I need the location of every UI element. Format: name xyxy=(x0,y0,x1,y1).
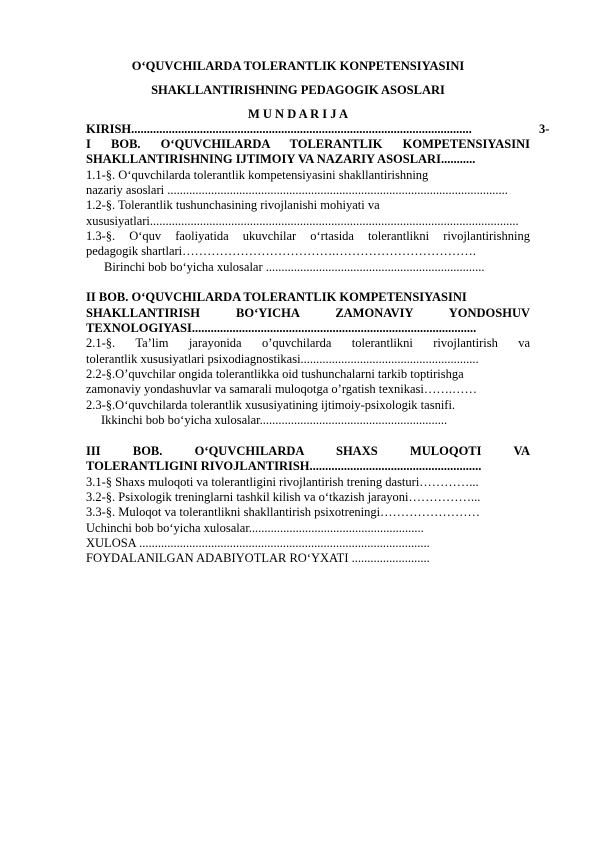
chapter2-heading-line-3: TEXNOLOGIYASI........................................................................................... xyxy=(86,321,477,335)
chapter1-summary: Birinchi bob bo‘yicha xulosalar ...................................................................... xyxy=(104,260,485,274)
conclusion-entry: XULOSA ............................................................................................. xyxy=(86,536,430,550)
section-1-1-line-1: 1.1-§. O‘quvchilarda tolerantlik kompetensiyasini shakllantirishning xyxy=(86,168,429,182)
section-3-2: 3.2-§. Psixologik treninglarni tashkil kilish va o‘tkazish jarayoni……………... xyxy=(86,490,481,504)
section-1-3-line-2: pedagogik shartlari……………………………….……………………………. xyxy=(86,244,476,258)
chapter2-heading-line-2: SHAKLLANTIRISH BO‘YICHA ZAMONAVIY YONDOSHUV xyxy=(86,306,530,320)
chapter1-heading-line-2: SHAKLLANTIRISHNING IJTIMOIY VA NAZARIY ASOSLARI........... xyxy=(86,152,476,166)
document-title-line-1: O‘QUVCHILARDA TOLERANTLIK KONPETENSIYASINI xyxy=(131,59,465,73)
section-2-1-line-2: tolerantlik xususiyatlari psixodiagnostikasi......................................................... xyxy=(86,352,479,366)
section-1-2-line-1: 1.2-§. Tolerantlik tushunchasining rivojlanishi mohiyati va xyxy=(86,198,380,212)
section-2-2-line-1: 2.2-§.O’quvchilar ongida tolerantlikka oid tushunchalarni tarkib toptirishga xyxy=(86,367,464,381)
chapter3-heading-line-1: III BOB. O‘QUVCHILARDA SHAXS MULOQOTI VA xyxy=(86,444,530,458)
chapter3-heading-line-2: TOLERANTLIGINI RIVOJLANTIRISH....................................................... xyxy=(86,459,482,473)
intro-entry: KIRISH............................................................................................................. xyxy=(86,122,472,136)
document-title-line-2: SHAKLLANTIRISHNING PEDAGOGIK ASOSLARI xyxy=(151,83,445,97)
chapter1-heading-line-1: I BOB. O‘QUVCHILARDA TOLERANTLIK KOMPETENSIYASINI xyxy=(86,137,530,151)
section-2-3-line-1: 2.3-§.O‘quvchilarda tolerantlik xususiyatining ijtimoiy-psixologik tasnifi. xyxy=(86,398,456,412)
section-1-3-line-1: 1.3-§. O‘quv faoliyatida ukuvchilar o‘rtasida tolerantlikni rivojlantirishning xyxy=(86,229,530,243)
references-entry: FOYDALANILGAN ADABIYOTLAR RO‘YXATI ......................... xyxy=(86,551,430,565)
chapter3-summary: Uchinchi bob bo‘yicha xulosalar........................................................ xyxy=(86,521,424,535)
section-2-2-line-2: zamonaviy yondashuvlar va samarali muloqotga o’rgatish texnikasi…….…… xyxy=(86,382,478,396)
intro-page-number: 3- xyxy=(539,122,550,136)
contents-heading: M U N D A R I J A xyxy=(247,107,348,121)
section-3-1: 3.1-§ Shaxs muloqoti va tolerantligini rivojlantirish trening dasturi…………... xyxy=(86,475,479,489)
section-3-3: 3.3-§. Muloqot va tolerantlikni shakllantirish psixotreningi…………………… xyxy=(86,505,481,519)
section-1-1-line-2: nazariy asoslari ............................................................................................................. xyxy=(86,183,508,197)
chapter2-summary: Ikkinchi bob bo‘yicha xulosalar............................................................ xyxy=(101,413,448,427)
chapter2-heading-line-1: II BOB. O‘QUVCHILARDA TOLERANTLIK KOMPETENSIYASINI xyxy=(86,290,467,304)
section-2-1-line-1: 2.1-§. Ta’lim jarayonida o’quvchilarda tolerantlikni rivojlantirish va xyxy=(86,336,530,350)
section-1-2-line-2: xususiyatlari...................................................................................................................... xyxy=(86,214,519,228)
